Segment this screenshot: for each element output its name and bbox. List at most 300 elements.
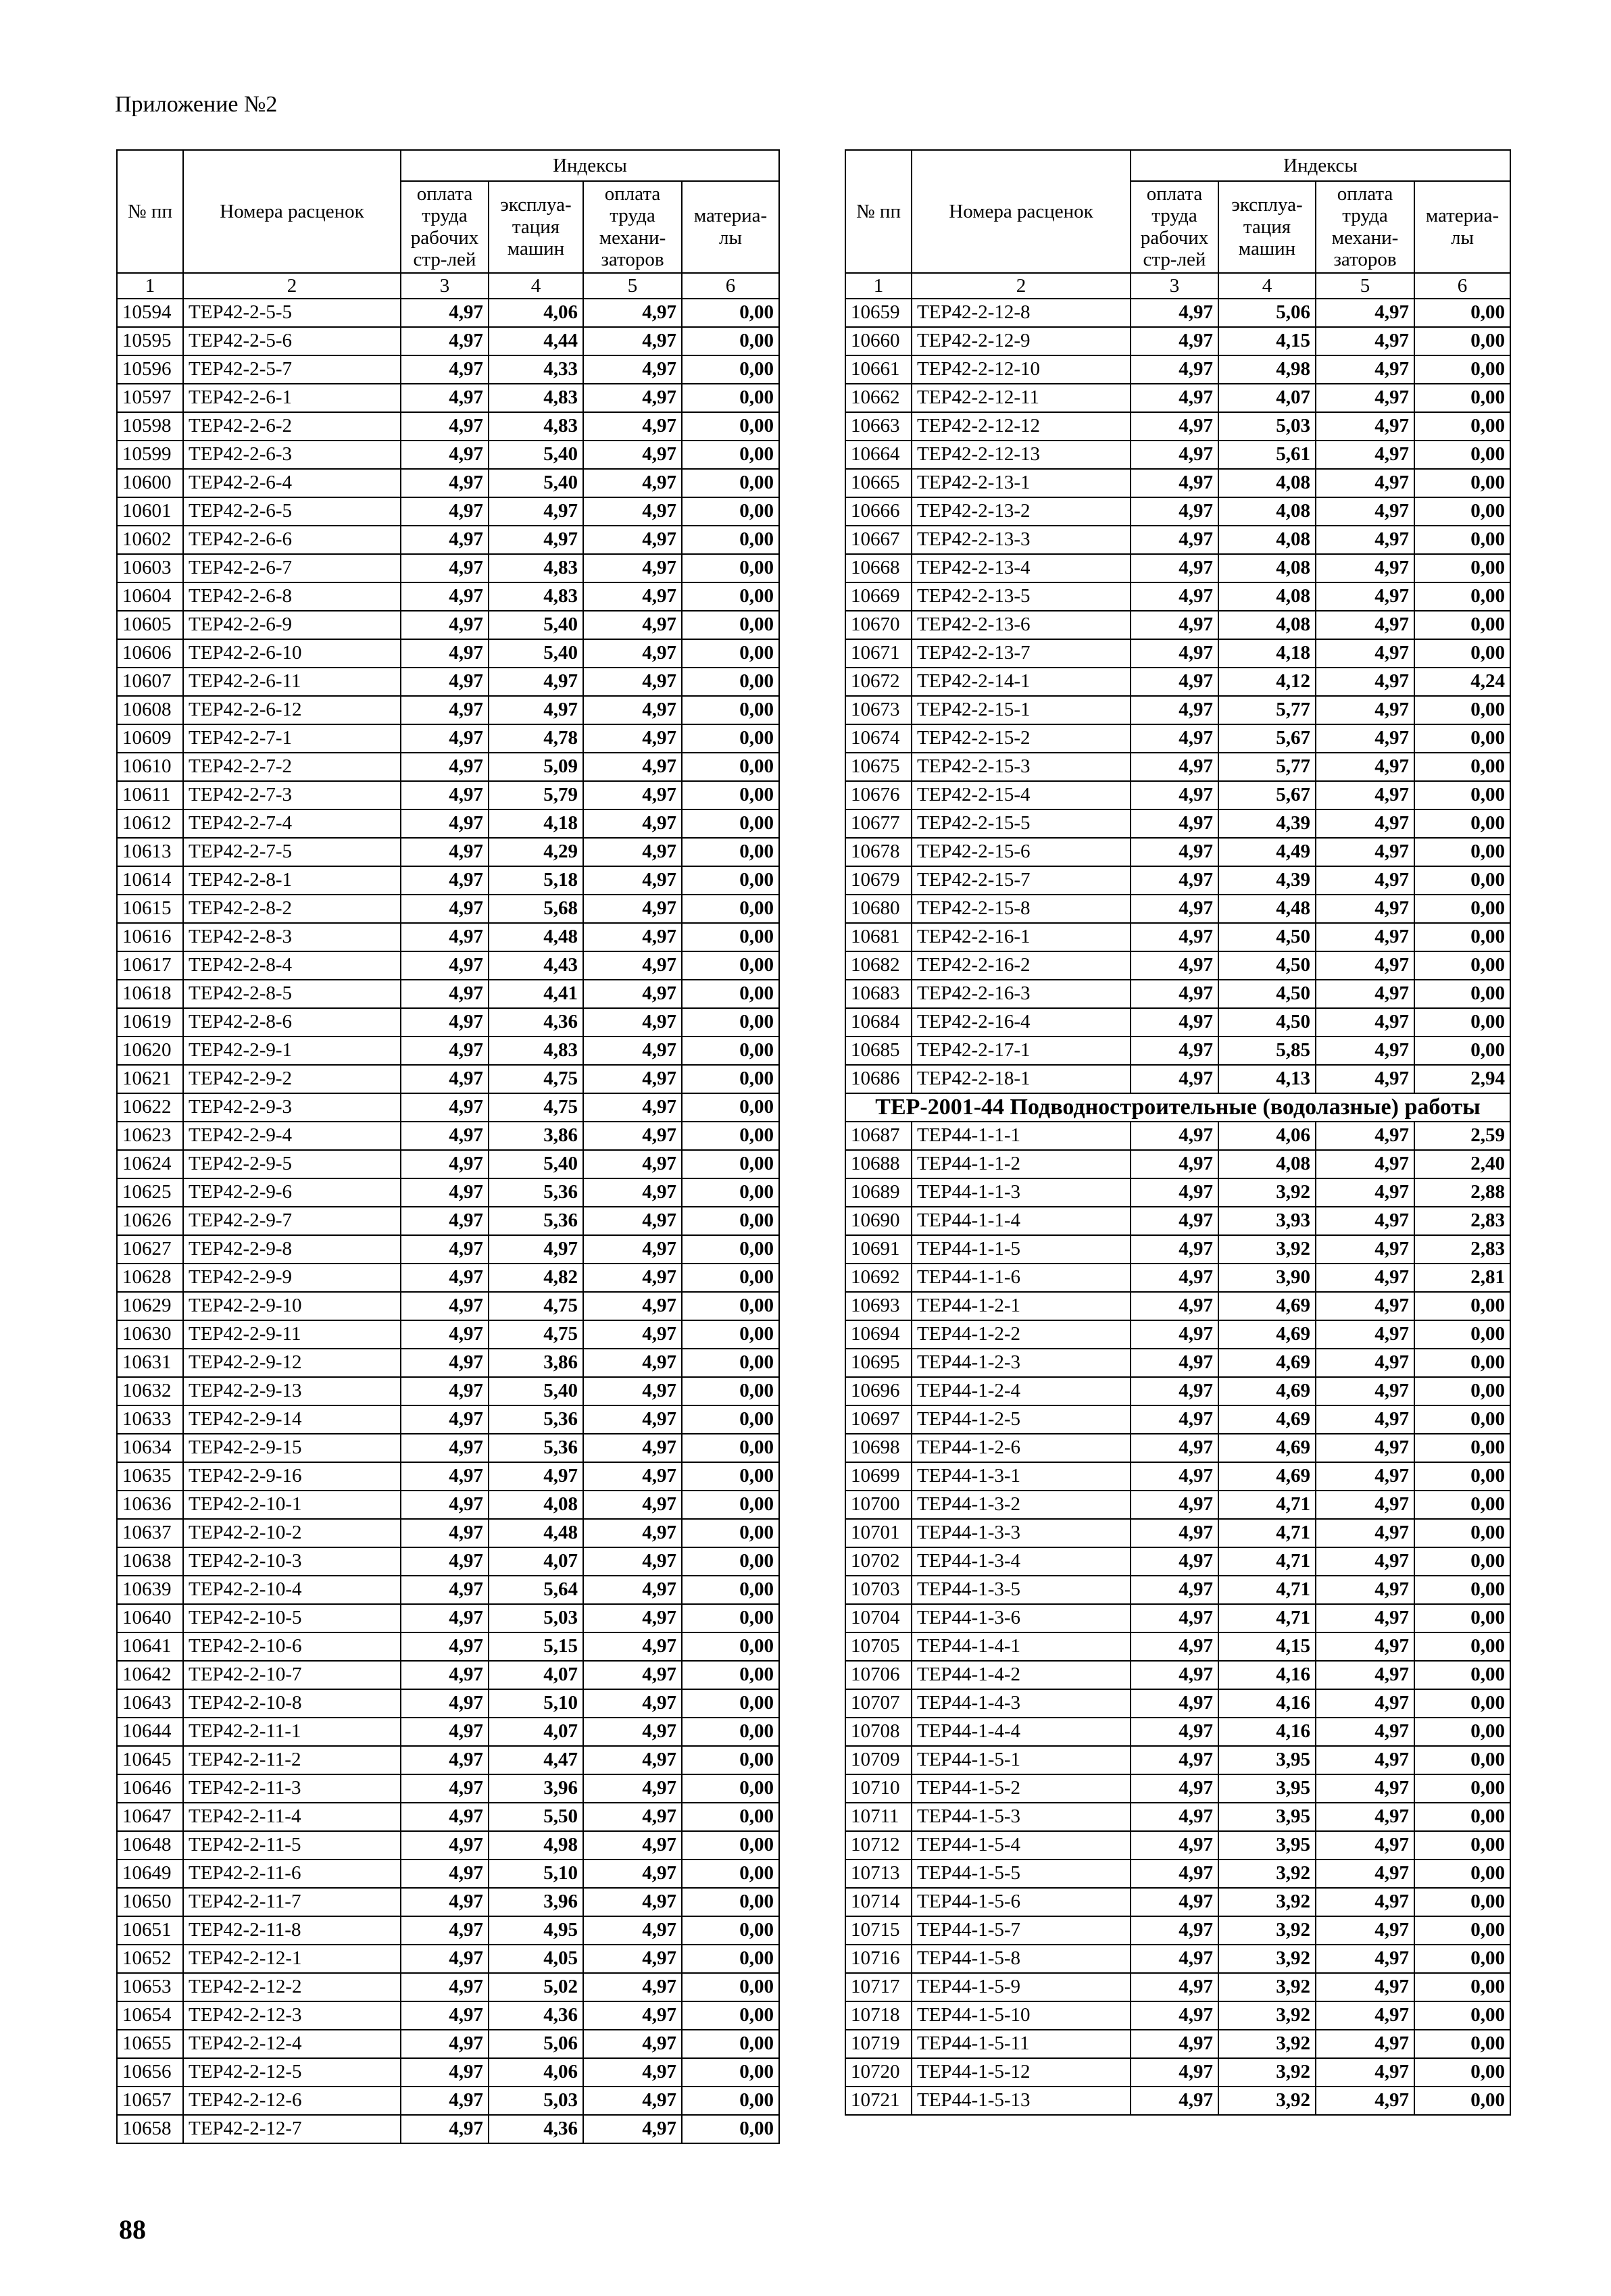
cell-code: ТЕР42-2-9-6 xyxy=(183,1178,401,1207)
cell-labor: 4,97 xyxy=(401,1320,489,1349)
cell-code: ТЕР42-2-15-1 xyxy=(912,696,1131,724)
cell-code: ТЕР44-1-4-4 xyxy=(912,1718,1131,1746)
cell-materials: 0,00 xyxy=(682,639,779,668)
cell-machines: 5,79 xyxy=(489,781,583,809)
cell-code: ТЕР42-2-12-11 xyxy=(912,384,1131,412)
cell-labor: 4,97 xyxy=(1131,923,1218,951)
cell-machines: 4,75 xyxy=(489,1292,583,1320)
cell-machines: 5,15 xyxy=(489,1632,583,1661)
cell-no: 10705 xyxy=(845,1632,912,1661)
cell-labor: 4,97 xyxy=(401,1576,489,1604)
cell-code: ТЕР44-1-3-4 xyxy=(912,1547,1131,1576)
cell-machines: 5,03 xyxy=(489,2087,583,2115)
cell-code: ТЕР44-1-2-5 xyxy=(912,1405,1131,1434)
cell-mech-labor: 4,97 xyxy=(583,1349,682,1377)
table-row xyxy=(117,1235,779,1264)
cell-materials: 0,00 xyxy=(1414,355,1510,384)
cell-mech-labor: 4,97 xyxy=(1316,2030,1414,2058)
cell-materials: 0,00 xyxy=(1414,412,1510,441)
cell-materials: 0,00 xyxy=(682,1661,779,1689)
cell-mech-labor: 4,97 xyxy=(1316,1661,1414,1689)
cell-machines: 3,93 xyxy=(1218,1207,1316,1235)
cell-mech-labor: 4,97 xyxy=(1316,1888,1414,1916)
table-row xyxy=(845,724,1510,753)
cell-no: 10642 xyxy=(117,1661,183,1689)
cell-labor: 4,97 xyxy=(401,355,489,384)
cell-materials: 0,00 xyxy=(682,1718,779,1746)
cell-labor: 4,97 xyxy=(1131,1037,1218,1065)
cell-no: 10628 xyxy=(117,1264,183,1292)
cell-code: ТЕР44-1-5-2 xyxy=(912,1774,1131,1803)
cell-code: ТЕР42-2-17-1 xyxy=(912,1037,1131,1065)
table-row xyxy=(845,355,1510,384)
cell-labor: 4,97 xyxy=(1131,2001,1218,2030)
table-row xyxy=(845,1292,1510,1320)
cell-mech-labor: 4,97 xyxy=(1316,781,1414,809)
cell-code: ТЕР42-2-9-3 xyxy=(183,1093,401,1122)
cell-no: 10659 xyxy=(845,299,912,327)
cell-no: 10629 xyxy=(117,1292,183,1320)
cell-no: 10645 xyxy=(117,1746,183,1774)
cell-mech-labor: 4,97 xyxy=(1316,469,1414,497)
cell-materials: 0,00 xyxy=(1414,327,1510,355)
section-title: ТЕР-2001-44 Подводностроительные (водолазные) работы xyxy=(845,1093,1510,1122)
cell-labor: 4,97 xyxy=(401,696,489,724)
cell-labor: 4,97 xyxy=(401,1831,489,1860)
table-row xyxy=(845,1661,1510,1689)
cell-labor: 4,97 xyxy=(401,1661,489,1689)
cell-no: 10635 xyxy=(117,1462,183,1491)
cell-mech-labor: 4,97 xyxy=(1316,327,1414,355)
cell-code: ТЕР42-2-15-5 xyxy=(912,809,1131,838)
cell-materials: 0,00 xyxy=(682,1377,779,1405)
cell-machines: 3,92 xyxy=(1218,2087,1316,2115)
cell-machines: 5,36 xyxy=(489,1178,583,1207)
cell-machines: 5,50 xyxy=(489,1803,583,1831)
cell-labor: 4,97 xyxy=(1131,611,1218,639)
cell-mech-labor: 4,97 xyxy=(583,2030,682,2058)
cell-no: 10610 xyxy=(117,753,183,781)
cell-code: ТЕР42-2-5-7 xyxy=(183,355,401,384)
cell-no: 10595 xyxy=(117,327,183,355)
cell-machines: 4,69 xyxy=(1218,1462,1316,1491)
cell-materials: 0,00 xyxy=(1414,299,1510,327)
table-row xyxy=(117,1916,779,1945)
cell-code: ТЕР42-2-10-4 xyxy=(183,1576,401,1604)
cell-no: 10633 xyxy=(117,1405,183,1434)
table-row xyxy=(117,2058,779,2087)
cell-no: 10664 xyxy=(845,441,912,469)
cell-no: 10647 xyxy=(117,1803,183,1831)
cell-no: 10617 xyxy=(117,951,183,980)
cell-mech-labor: 4,97 xyxy=(583,1178,682,1207)
table-row xyxy=(117,2030,779,2058)
cell-mech-labor: 4,97 xyxy=(583,668,682,696)
cell-mech-labor: 4,97 xyxy=(583,2087,682,2115)
cell-code: ТЕР42-2-15-7 xyxy=(912,866,1131,895)
cell-materials: 0,00 xyxy=(1414,2001,1510,2030)
table-row xyxy=(117,1405,779,1434)
cell-mech-labor: 4,97 xyxy=(1316,838,1414,866)
cell-labor: 4,97 xyxy=(1131,526,1218,554)
cell-mech-labor: 4,97 xyxy=(1316,2087,1414,2115)
cell-machines: 3,95 xyxy=(1218,1774,1316,1803)
cell-labor: 4,97 xyxy=(1131,1349,1218,1377)
cell-mech-labor: 4,97 xyxy=(583,1774,682,1803)
cell-machines: 4,97 xyxy=(489,668,583,696)
cell-code: ТЕР42-2-8-6 xyxy=(183,1008,401,1037)
col-number: 6 xyxy=(1414,273,1510,299)
cell-code: ТЕР42-2-12-3 xyxy=(183,2001,401,2030)
cell-machines: 3,95 xyxy=(1218,1831,1316,1860)
cell-labor: 4,97 xyxy=(1131,1150,1218,1178)
cell-labor: 4,97 xyxy=(1131,2087,1218,2115)
cell-machines: 4,13 xyxy=(1218,1065,1316,1093)
cell-code: ТЕР44-1-5-4 xyxy=(912,1831,1131,1860)
cell-labor: 4,97 xyxy=(1131,753,1218,781)
table-row xyxy=(117,866,779,895)
cell-labor: 4,97 xyxy=(1131,668,1218,696)
table-row xyxy=(117,1774,779,1803)
cell-code: ТЕР42-2-13-7 xyxy=(912,639,1131,668)
cell-materials: 0,00 xyxy=(682,1491,779,1519)
cell-code: ТЕР44-1-2-6 xyxy=(912,1434,1131,1462)
cell-labor: 4,97 xyxy=(401,1746,489,1774)
cell-no: 10717 xyxy=(845,1973,912,2001)
cell-code: ТЕР42-2-13-3 xyxy=(912,526,1131,554)
cell-no: 10604 xyxy=(117,582,183,611)
cell-mech-labor: 4,97 xyxy=(1316,412,1414,441)
cell-materials: 0,00 xyxy=(682,838,779,866)
table-row xyxy=(845,668,1510,696)
cell-mech-labor: 4,97 xyxy=(1316,923,1414,951)
cell-labor: 4,97 xyxy=(1131,1207,1218,1235)
cell-machines: 5,40 xyxy=(489,469,583,497)
appendix-label: Приложение №2 xyxy=(115,92,278,117)
cell-mech-labor: 4,97 xyxy=(1316,1689,1414,1718)
table-row xyxy=(117,1746,779,1774)
cell-code: ТЕР42-2-6-10 xyxy=(183,639,401,668)
cell-no: 10698 xyxy=(845,1434,912,1462)
cell-machines: 4,97 xyxy=(489,696,583,724)
cell-machines: 4,12 xyxy=(1218,668,1316,696)
cell-mech-labor: 4,97 xyxy=(1316,1377,1414,1405)
cell-no: 10688 xyxy=(845,1150,912,1178)
cell-machines: 5,61 xyxy=(1218,441,1316,469)
cell-code: ТЕР42-2-7-4 xyxy=(183,809,401,838)
cell-code: ТЕР42-2-7-5 xyxy=(183,838,401,866)
cell-materials: 0,00 xyxy=(1414,1377,1510,1405)
cell-materials: 0,00 xyxy=(1414,895,1510,923)
cell-materials: 0,00 xyxy=(682,1207,779,1235)
col-number: 5 xyxy=(1316,273,1414,299)
cell-materials: 0,00 xyxy=(682,299,779,327)
cell-no: 10625 xyxy=(117,1178,183,1207)
cell-materials: 0,00 xyxy=(682,497,779,526)
cell-labor: 4,97 xyxy=(401,554,489,582)
cell-machines: 5,36 xyxy=(489,1207,583,1235)
cell-mech-labor: 4,97 xyxy=(1316,1774,1414,1803)
cell-mech-labor: 4,97 xyxy=(583,469,682,497)
cell-materials: 0,00 xyxy=(682,1916,779,1945)
table-row xyxy=(845,1008,1510,1037)
cell-machines: 5,10 xyxy=(489,1689,583,1718)
cell-code: ТЕР42-2-9-11 xyxy=(183,1320,401,1349)
table-row xyxy=(117,1803,779,1831)
cell-materials: 0,00 xyxy=(682,441,779,469)
cell-mech-labor: 4,97 xyxy=(583,1292,682,1320)
cell-machines: 4,36 xyxy=(489,1008,583,1037)
table-row xyxy=(117,582,779,611)
cell-materials: 0,00 xyxy=(682,554,779,582)
cell-no: 10681 xyxy=(845,923,912,951)
cell-materials: 0,00 xyxy=(1414,1831,1510,1860)
cell-machines: 4,08 xyxy=(1218,554,1316,582)
cell-labor: 4,97 xyxy=(401,1973,489,2001)
col-header-no: № пп xyxy=(845,150,912,273)
cell-mech-labor: 4,97 xyxy=(1316,1973,1414,2001)
cell-materials: 0,00 xyxy=(682,1519,779,1547)
cell-no: 10622 xyxy=(117,1093,183,1122)
table-row xyxy=(845,1632,1510,1661)
cell-labor: 4,97 xyxy=(401,1349,489,1377)
cell-materials: 0,00 xyxy=(1414,1803,1510,1831)
cell-code: ТЕР42-2-16-1 xyxy=(912,923,1131,951)
cell-labor: 4,97 xyxy=(1131,1122,1218,1150)
cell-no: 10638 xyxy=(117,1547,183,1576)
cell-materials: 0,00 xyxy=(1414,497,1510,526)
cell-materials: 0,00 xyxy=(682,1320,779,1349)
cell-code: ТЕР42-2-12-2 xyxy=(183,1973,401,2001)
table-row xyxy=(845,1235,1510,1264)
cell-code: ТЕР44-1-1-1 xyxy=(912,1122,1131,1150)
cell-mech-labor: 4,97 xyxy=(583,412,682,441)
cell-code: ТЕР44-1-3-6 xyxy=(912,1604,1131,1632)
left-rows xyxy=(117,299,779,2143)
cell-labor: 4,97 xyxy=(401,441,489,469)
cell-materials: 0,00 xyxy=(682,1264,779,1292)
cell-no: 10653 xyxy=(117,1973,183,2001)
cell-no: 10712 xyxy=(845,1831,912,1860)
cell-no: 10620 xyxy=(117,1037,183,1065)
table-row xyxy=(117,412,779,441)
cell-labor: 4,97 xyxy=(401,1632,489,1661)
table-row xyxy=(845,1774,1510,1803)
cell-materials: 0,00 xyxy=(682,469,779,497)
cell-labor: 4,97 xyxy=(401,1207,489,1235)
cell-mech-labor: 4,97 xyxy=(583,781,682,809)
cell-mech-labor: 4,97 xyxy=(583,1434,682,1462)
cell-mech-labor: 4,97 xyxy=(1316,1235,1414,1264)
table-row xyxy=(845,753,1510,781)
cell-machines: 4,16 xyxy=(1218,1718,1316,1746)
table-row xyxy=(845,866,1510,895)
cell-machines: 5,85 xyxy=(1218,1037,1316,1065)
cell-labor: 4,97 xyxy=(1131,724,1218,753)
cell-mech-labor: 4,97 xyxy=(583,355,682,384)
cell-code: ТЕР44-1-4-2 xyxy=(912,1661,1131,1689)
table-row xyxy=(845,980,1510,1008)
cell-code: ТЕР42-2-9-14 xyxy=(183,1405,401,1434)
cell-mech-labor: 4,97 xyxy=(583,1150,682,1178)
table-row xyxy=(845,1746,1510,1774)
cell-labor: 4,97 xyxy=(1131,1576,1218,1604)
cell-machines: 5,06 xyxy=(1218,299,1316,327)
cell-labor: 4,97 xyxy=(401,1264,489,1292)
cell-machines: 4,98 xyxy=(489,1831,583,1860)
table-row xyxy=(845,1405,1510,1434)
cell-labor: 4,97 xyxy=(401,1093,489,1122)
cell-machines: 4,33 xyxy=(489,355,583,384)
cell-code: ТЕР42-2-6-8 xyxy=(183,582,401,611)
cell-machines: 4,15 xyxy=(1218,327,1316,355)
cell-code: ТЕР44-1-2-3 xyxy=(912,1349,1131,1377)
cell-no: 10611 xyxy=(117,781,183,809)
cell-labor: 4,97 xyxy=(1131,1916,1218,1945)
cell-code: ТЕР42-2-15-8 xyxy=(912,895,1131,923)
cell-materials: 0,00 xyxy=(1414,696,1510,724)
cell-mech-labor: 4,97 xyxy=(583,1037,682,1065)
cell-code: ТЕР42-2-12-10 xyxy=(912,355,1131,384)
cell-no: 10692 xyxy=(845,1264,912,1292)
cell-mech-labor: 4,97 xyxy=(583,497,682,526)
cell-materials: 0,00 xyxy=(682,1632,779,1661)
cell-no: 10612 xyxy=(117,809,183,838)
cell-code: ТЕР42-2-15-6 xyxy=(912,838,1131,866)
cell-no: 10668 xyxy=(845,554,912,582)
cell-code: ТЕР42-2-6-2 xyxy=(183,412,401,441)
table-row xyxy=(845,441,1510,469)
table-row xyxy=(845,327,1510,355)
cell-mech-labor: 4,97 xyxy=(583,1462,682,1491)
cell-no: 10643 xyxy=(117,1689,183,1718)
cell-no: 10608 xyxy=(117,696,183,724)
cell-no: 10621 xyxy=(117,1065,183,1093)
cell-materials: 0,00 xyxy=(1414,753,1510,781)
cell-no: 10671 xyxy=(845,639,912,668)
table-row xyxy=(117,327,779,355)
cell-labor: 4,97 xyxy=(401,923,489,951)
cell-code: ТЕР42-2-15-2 xyxy=(912,724,1131,753)
cell-materials: 0,00 xyxy=(682,1065,779,1093)
table-row xyxy=(117,1377,779,1405)
cell-materials: 0,00 xyxy=(682,1860,779,1888)
cell-materials: 0,00 xyxy=(682,980,779,1008)
cell-machines: 4,36 xyxy=(489,2115,583,2143)
cell-machines: 4,05 xyxy=(489,1945,583,1973)
cell-code: ТЕР42-2-11-1 xyxy=(183,1718,401,1746)
cell-code: ТЕР42-2-10-8 xyxy=(183,1689,401,1718)
cell-no: 10720 xyxy=(845,2058,912,2087)
cell-materials: 0,00 xyxy=(1414,2030,1510,2058)
cell-mech-labor: 4,97 xyxy=(1316,299,1414,327)
cell-materials: 0,00 xyxy=(682,1292,779,1320)
cell-code: ТЕР42-2-12-6 xyxy=(183,2087,401,2115)
table-row xyxy=(117,1434,779,1462)
cell-code: ТЕР44-1-5-8 xyxy=(912,1945,1131,1973)
cell-code: ТЕР44-1-2-4 xyxy=(912,1377,1131,1405)
cell-materials: 0,00 xyxy=(1414,1604,1510,1632)
cell-no: 10670 xyxy=(845,611,912,639)
cell-no: 10699 xyxy=(845,1462,912,1491)
cell-no: 10695 xyxy=(845,1349,912,1377)
cell-code: ТЕР42-2-11-3 xyxy=(183,1774,401,1803)
cell-mech-labor: 4,97 xyxy=(583,1746,682,1774)
table-row xyxy=(117,1462,779,1491)
table-row xyxy=(117,980,779,1008)
cell-labor: 4,97 xyxy=(401,2030,489,2058)
cell-no: 10672 xyxy=(845,668,912,696)
cell-materials: 0,00 xyxy=(1414,1774,1510,1803)
cell-materials: 0,00 xyxy=(682,1888,779,1916)
cell-code: ТЕР44-1-3-2 xyxy=(912,1491,1131,1519)
cell-code: ТЕР42-2-9-2 xyxy=(183,1065,401,1093)
cell-no: 10721 xyxy=(845,2087,912,2115)
cell-mech-labor: 4,97 xyxy=(583,838,682,866)
cell-mech-labor: 4,97 xyxy=(583,1547,682,1576)
cell-labor: 4,97 xyxy=(401,1434,489,1462)
cell-code: ТЕР44-1-3-5 xyxy=(912,1576,1131,1604)
table-row xyxy=(117,2001,779,2030)
cell-machines: 4,50 xyxy=(1218,923,1316,951)
cell-labor: 4,97 xyxy=(401,1491,489,1519)
cell-materials: 0,00 xyxy=(682,1973,779,2001)
cell-mech-labor: 4,97 xyxy=(1316,1320,1414,1349)
cell-materials: 0,00 xyxy=(1414,1860,1510,1888)
cell-no: 10700 xyxy=(845,1491,912,1519)
cell-machines: 3,92 xyxy=(1218,1235,1316,1264)
col-header-materials: материа- лы xyxy=(682,181,779,273)
cell-machines: 4,39 xyxy=(1218,809,1316,838)
cell-code: ТЕР42-2-13-6 xyxy=(912,611,1131,639)
cell-machines: 5,36 xyxy=(489,1434,583,1462)
cell-labor: 4,97 xyxy=(1131,1860,1218,1888)
cell-code: ТЕР42-2-9-15 xyxy=(183,1434,401,1462)
cell-no: 10674 xyxy=(845,724,912,753)
cell-labor: 4,97 xyxy=(401,1235,489,1264)
cell-machines: 5,03 xyxy=(1218,412,1316,441)
cell-labor: 4,97 xyxy=(401,327,489,355)
cell-labor: 4,97 xyxy=(1131,1405,1218,1434)
table-row xyxy=(117,1973,779,2001)
cell-code: ТЕР44-1-5-11 xyxy=(912,2030,1131,2058)
table-row xyxy=(117,526,779,554)
cell-labor: 4,97 xyxy=(1131,1831,1218,1860)
cell-materials: 0,00 xyxy=(1414,441,1510,469)
cell-machines: 5,40 xyxy=(489,639,583,668)
table-row xyxy=(117,951,779,980)
table-row xyxy=(117,554,779,582)
cell-materials: 0,00 xyxy=(682,866,779,895)
cell-no: 10679 xyxy=(845,866,912,895)
cell-mech-labor: 4,97 xyxy=(583,1320,682,1349)
cell-mech-labor: 4,97 xyxy=(583,1689,682,1718)
rates-table-left xyxy=(116,149,780,2144)
cell-code: ТЕР44-1-4-3 xyxy=(912,1689,1131,1718)
table-row xyxy=(845,1264,1510,1292)
cell-materials: 0,00 xyxy=(1414,724,1510,753)
cell-no: 10657 xyxy=(117,2087,183,2115)
cell-mech-labor: 4,97 xyxy=(583,1860,682,1888)
cell-mech-labor: 4,97 xyxy=(583,1604,682,1632)
cell-machines: 4,71 xyxy=(1218,1604,1316,1632)
cell-machines: 4,97 xyxy=(489,1235,583,1264)
table-row xyxy=(845,781,1510,809)
cell-mech-labor: 4,97 xyxy=(1316,866,1414,895)
cell-mech-labor: 4,97 xyxy=(583,554,682,582)
table-row xyxy=(845,1491,1510,1519)
cell-materials: 2,83 xyxy=(1414,1235,1510,1264)
